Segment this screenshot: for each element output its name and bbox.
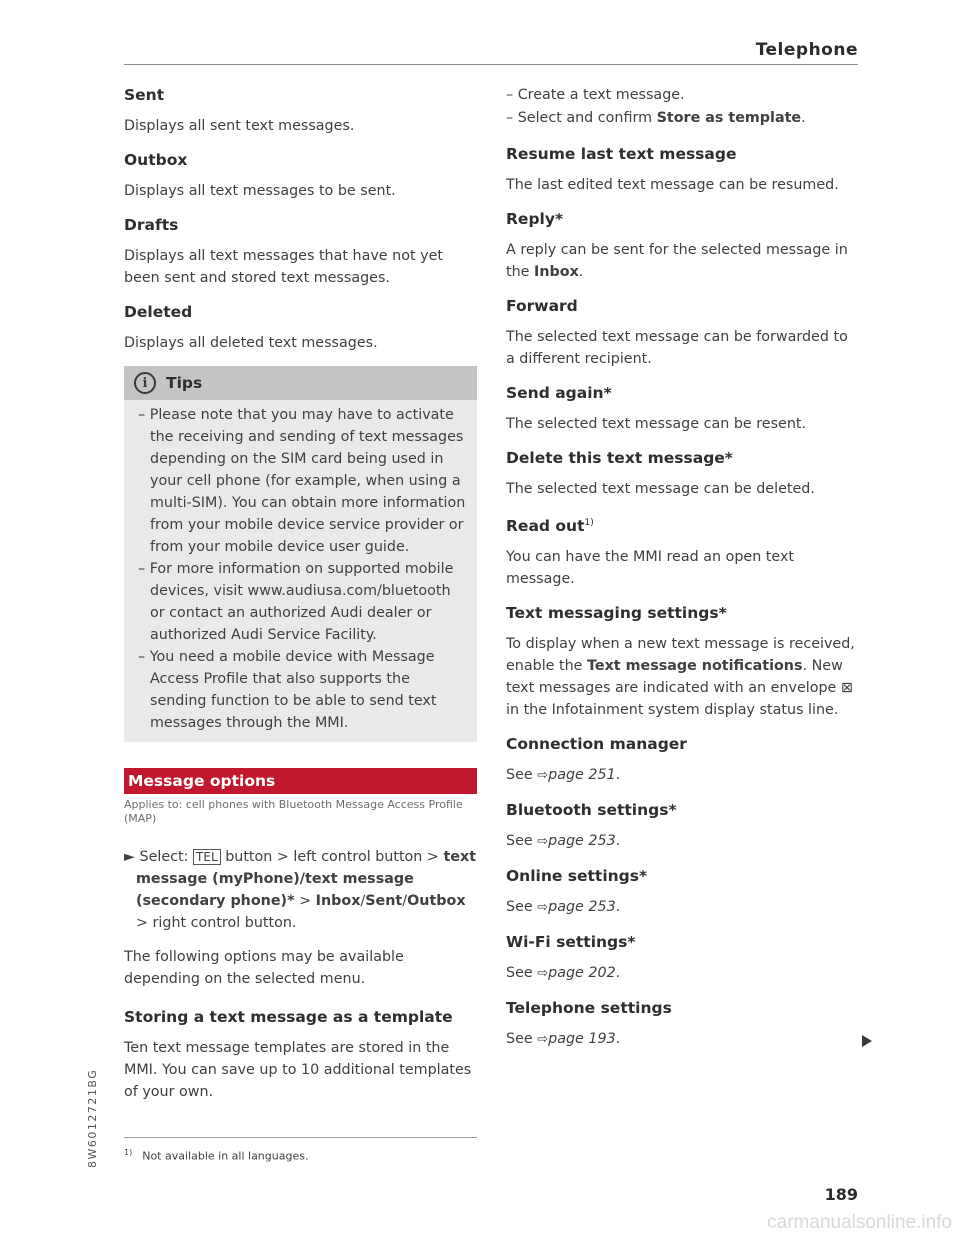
see-wifi-settings: See ⇨page 202. <box>506 965 621 982</box>
heading-reply: Reply* <box>506 210 564 228</box>
text-drafts: Displays all text messages that have not yet been sent and stored text messages. <box>124 248 443 286</box>
read-out-label: Read out <box>506 517 585 536</box>
text-deleted: Displays all deleted text messages. <box>124 335 378 351</box>
store-bold: Store as template <box>656 110 802 126</box>
section-title: Telephone <box>755 40 858 60</box>
text-outbox: Displays all text messages to be sent. <box>124 183 396 199</box>
footnote-text: Not available in all languages. <box>142 1149 309 1163</box>
step-outbox: Outbox <box>407 893 466 909</box>
text-reply <box>506 239 859 283</box>
heading-outbox: Outbox <box>124 151 188 169</box>
document-code: 8W6012721BG <box>86 1068 99 1168</box>
step-slash: / <box>402 893 408 909</box>
step-bullet-icon: ► <box>124 849 135 865</box>
reply-bold: Inbox <box>534 264 579 280</box>
arrow-right-icon: ⇨ <box>537 1032 549 1048</box>
heading-online-settings: Online settings* <box>506 867 648 886</box>
continue-arrow-icon <box>862 1035 872 1047</box>
settings-mid: . New text messages are indicated with an envelope <box>506 658 843 697</box>
tip-item: – You need a mobile device with Message Access Profile that also supports the sending function to be able to send text messages through the MMI. <box>138 649 437 731</box>
heading-drafts: Drafts <box>124 216 179 234</box>
page-reference[interactable]: page 251 <box>548 767 616 784</box>
page-reference[interactable]: page 202 <box>548 965 616 982</box>
settings-bold: Text message notifications <box>587 658 803 675</box>
see-telephone-settings: See ⇨page 193. <box>506 1031 621 1048</box>
tip-item: – For more information on supported mobile devices, visit www.audiusa.com/bluetooth or contact an authorized Audi dealer or authorized Audi Service Facility. <box>138 561 454 643</box>
footnote-mark: 1) <box>124 1148 133 1157</box>
right-column <box>506 84 859 1063</box>
select-step <box>124 846 477 934</box>
heading-template: Storing a text message as a template <box>124 1008 453 1026</box>
create-step: – Create a text message. <box>506 87 685 103</box>
template-text: Ten text message templates are stored in the MMI. You can save up to 10 additional templates of your own. <box>124 1040 472 1100</box>
reply-pre: A reply can be sent for the selected message in the <box>506 242 848 280</box>
page-reference[interactable]: page 253 <box>548 833 616 850</box>
page-number: 189 <box>824 1185 858 1204</box>
step-slash: / <box>360 893 366 909</box>
section-deleted <box>124 301 477 354</box>
header-rule <box>124 64 858 65</box>
text-resume: The last edited text message can be resumed. <box>506 177 839 193</box>
tips-box <box>124 366 477 742</box>
info-icon: i <box>134 372 156 394</box>
see-label: See <box>506 833 533 850</box>
tips-list <box>124 400 477 734</box>
heading-resume: Resume last text message <box>506 145 737 163</box>
see-online-settings: See ⇨page 253. <box>506 899 621 916</box>
text-read-out: You can have the MMI read an open text message. <box>506 549 795 588</box>
message-options-banner: Message options <box>124 768 477 794</box>
applies-to-note: Applies to: cell phones with Bluetooth Message Access Profile (MAP) <box>124 798 463 825</box>
settings-post: in the Infotainment system display status line. <box>506 702 839 719</box>
see-label: See <box>506 767 533 784</box>
heading-sent: Sent <box>124 86 165 104</box>
heading-forward: Forward <box>506 297 578 315</box>
text-forward: The selected text message can be forwarded to a different recipient. <box>506 329 848 367</box>
section-sent <box>124 84 477 137</box>
footnote <box>124 1148 308 1163</box>
tips-label: Tips <box>166 374 203 392</box>
step-select: Select: <box>139 849 189 865</box>
store-template-step <box>506 107 859 129</box>
text-send-again: The selected text message can be resent. <box>506 416 807 432</box>
arrow-right-icon: ⇨ <box>537 834 549 850</box>
section-drafts <box>124 214 477 289</box>
step-mid: button > left control button > <box>225 849 439 865</box>
footnote-rule <box>124 1137 477 1138</box>
see-label: See <box>506 1031 533 1048</box>
store-post: . <box>801 110 806 126</box>
step-sent: Sent <box>365 893 403 909</box>
tel-key: TEL <box>193 849 221 865</box>
settings-pre: To display when a new text message is received, enable the <box>506 636 855 675</box>
page-reference[interactable]: page 193 <box>548 1031 616 1048</box>
see-bluetooth-settings: See ⇨page 253. <box>506 833 621 850</box>
see-connection-manager: See ⇨page 251. <box>506 767 621 784</box>
see-label: See <box>506 899 533 916</box>
arrow-right-icon: ⇨ <box>537 768 549 784</box>
heading-telephone-settings: Telephone settings <box>506 999 672 1018</box>
text-delete: The selected text message can be deleted. <box>506 481 815 497</box>
heading-text-settings: Text messaging settings* <box>506 604 727 623</box>
step-sep: > <box>299 893 312 909</box>
heading-bluetooth-settings: Bluetooth settings* <box>506 801 677 820</box>
envelope-icon: ⊠ <box>840 680 853 697</box>
section-outbox <box>124 149 477 202</box>
following-options-text: The following options may be available depending on the selected menu. <box>124 949 404 987</box>
heading-deleted: Deleted <box>124 303 193 321</box>
tip-item: – Please note that you may have to activate the receiving and sending of text messages depending on the SIM card being used in your cell phone (for example, when using a multi-SIM). You can obtain more information from your mobile device service provider or from your mobile device user guide. <box>138 407 466 555</box>
arrow-right-icon: ⇨ <box>537 966 549 982</box>
store-pre: – Select and confirm <box>506 110 653 126</box>
heading-connection-manager: Connection manager <box>506 735 687 754</box>
step-menu-phone: text message (myPhone)/text message (secondary phone)* <box>136 849 477 909</box>
step-inbox: Inbox <box>315 893 361 909</box>
page-reference[interactable]: page 253 <box>548 899 616 916</box>
heading-wifi-settings: Wi-Fi settings* <box>506 933 636 952</box>
text-settings <box>506 633 859 721</box>
heading-delete: Delete this text message* <box>506 449 733 467</box>
step-tail: > right control button. <box>136 915 297 931</box>
see-label: See <box>506 965 533 982</box>
reply-post: . <box>578 264 584 280</box>
left-column <box>124 84 477 1115</box>
watermark: carmanualsonline.info <box>767 1212 952 1233</box>
heading-read-out <box>506 512 859 537</box>
arrow-right-icon: ⇨ <box>537 900 549 916</box>
read-out-footnote-mark: 1) <box>584 518 594 528</box>
heading-send-again: Send again* <box>506 384 612 402</box>
text-sent: Displays all sent text messages. <box>124 118 355 134</box>
tips-header <box>124 366 477 400</box>
